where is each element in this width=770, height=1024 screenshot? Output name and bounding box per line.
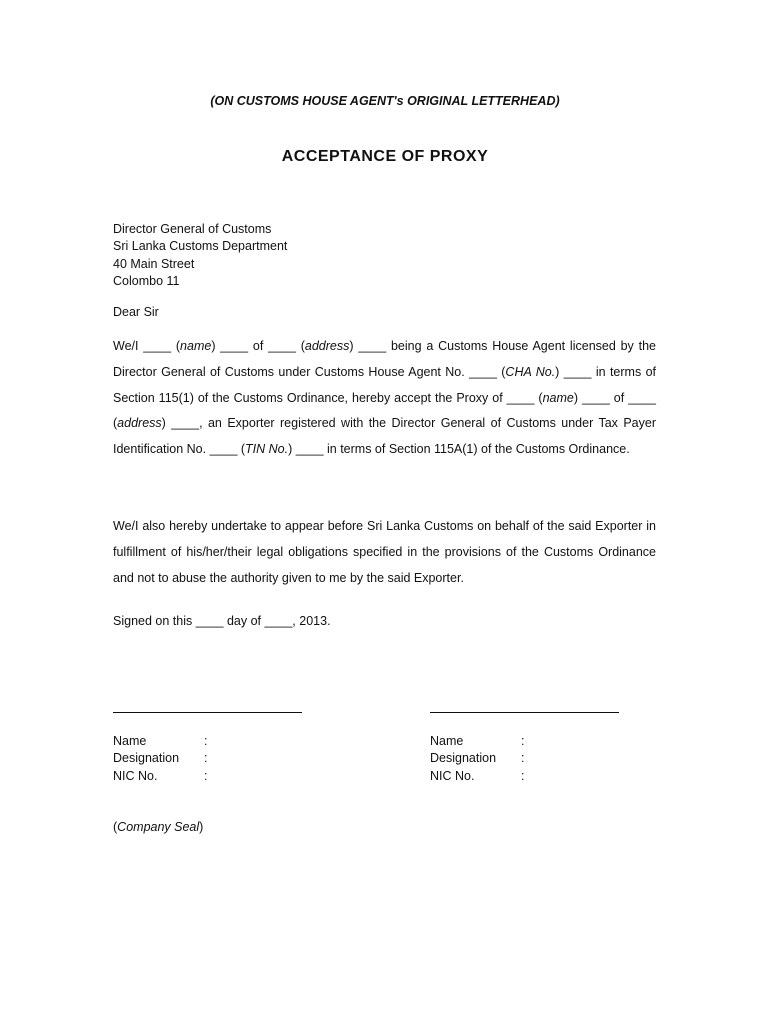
signature-line-right — [430, 712, 619, 713]
undertaking-paragraph: We/I also hereby undertake to appear before Sri Lanka Customs on behalf of the said Exporter in fulfillment of his/her/their legal obligations specified in the provisions of the Customs Ordinance and not to abuse the authority given to me by the said Exporter. — [113, 519, 656, 585]
para1-text: ) ____ in terms of Section 115(1) of the Customs Ordinance, hereby accept the Proxy of ____ ( — [113, 364, 656, 405]
para1-text: ) ____ in terms of Section 115A(1) of the Customs Ordinance. — [288, 442, 630, 457]
nic-label: NIC No. — [113, 768, 158, 783]
seal-paren: ( — [113, 820, 118, 834]
nic-label: NIC No. — [430, 768, 475, 783]
designation-label: Designation — [113, 751, 180, 766]
signature-block-right — [430, 733, 524, 785]
proxy-acceptance-paragraph — [113, 334, 656, 463]
addressee-line: Director General of Customs — [113, 222, 272, 236]
signature-line-left — [113, 712, 302, 713]
designation-label: Designation — [430, 751, 497, 766]
sig-row-nic — [113, 768, 207, 785]
addressee-line: Colombo 11 — [113, 274, 180, 289]
addressee-block — [113, 221, 287, 291]
para1-text: ) ____ of ____ ( — [211, 339, 305, 353]
colon: : — [521, 734, 525, 748]
addressee-line: Sri Lanka Customs Department — [113, 239, 288, 254]
letterhead-note: (ON CUSTOMS HOUSE AGENT's ORIGINAL LETTERHEAD) — [210, 94, 560, 108]
para1-text: ) ____ of ____ ( — [113, 390, 657, 431]
sig-row-designation — [430, 750, 524, 767]
colon: : — [521, 751, 525, 766]
para1-text: ) ____ being a Customs House Agent licensed by the Director General of Customs under Customs House Agent No. ____ ( — [113, 339, 656, 379]
colon: : — [204, 768, 208, 783]
sig-row-nic — [430, 768, 524, 785]
colon: : — [204, 751, 208, 766]
para1-italic: address — [117, 416, 162, 431]
salutation: Dear Sir — [113, 305, 159, 319]
name-label: Name — [430, 734, 464, 748]
sig-row-name — [113, 733, 207, 750]
para1-text: We/I ____ ( — [113, 339, 181, 353]
seal-paren: ) — [199, 820, 204, 834]
signature-block-left — [113, 733, 207, 785]
colon: : — [204, 734, 208, 748]
colon: : — [521, 768, 525, 783]
para1-italic: name — [542, 390, 574, 405]
sig-row-designation — [113, 750, 207, 767]
para1-italic: CHA No. — [505, 364, 556, 379]
para1-text: ) ____, an Exporter registered with the Director General of Customs under Tax Payer Identification No. ____ ( — [113, 416, 656, 457]
para1-italic: TIN No. — [245, 442, 289, 457]
para1-italic: address — [304, 339, 350, 353]
company-seal-note — [113, 820, 203, 834]
para1-italic: name — [180, 339, 212, 353]
document-title: ACCEPTANCE OF PROXY — [281, 148, 489, 165]
addressee-line: 40 Main Street — [113, 256, 195, 271]
seal-text: Company Seal — [117, 820, 200, 834]
name-label: Name — [113, 734, 147, 748]
sig-row-name — [430, 733, 524, 750]
signed-date-line: Signed on this ____ day of ____, 2013. — [113, 614, 331, 628]
